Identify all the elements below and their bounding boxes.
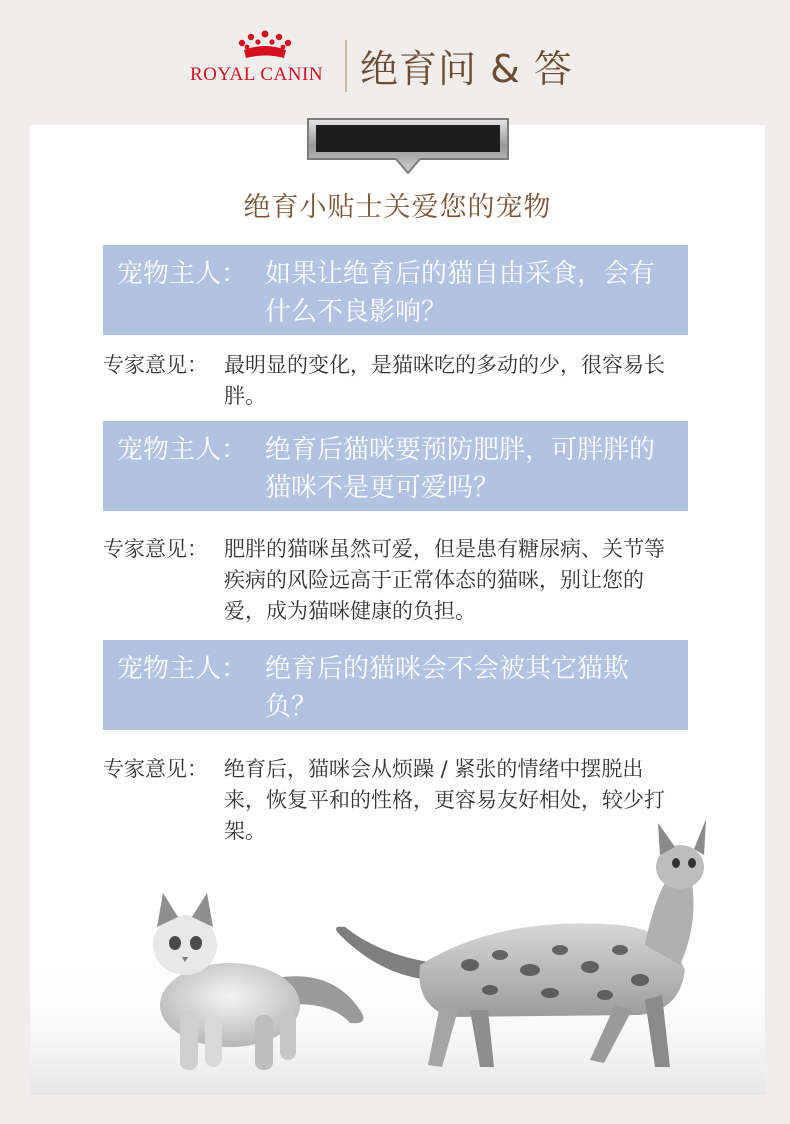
question-label: 宠物主人： (117, 259, 248, 289)
answer-block (103, 350, 703, 412)
question-box (103, 245, 688, 335)
header-divider (345, 40, 347, 92)
question-text: 如果让绝育后的猫自由采食，会有什么不良影响？ (265, 259, 656, 327)
question-text: 绝育后的猫咪会不会被其它猫欺负？ (265, 654, 630, 722)
page-title: 绝育问 & 答 (360, 47, 573, 91)
question-label: 宠物主人： (117, 435, 248, 465)
crown-logo-icon (236, 30, 294, 62)
answer-label: 专家意见： (103, 537, 208, 561)
question-box (103, 640, 688, 730)
answer-text: 最明显的变化，是猫咪吃的多动的少，很容易长胖。 (224, 353, 665, 408)
answer-text: 肥胖的猫咪虽然可爱，但是患有糖尿病、关节等疾病的风险远高于正常体态的猫咪，别让您的爱，成为猫咪健康的负担。 (224, 537, 665, 623)
content-card (30, 125, 765, 1095)
question-box (103, 421, 688, 511)
tag-label-icon (302, 115, 514, 187)
answer-label: 专家意见： (103, 757, 208, 781)
answer-text: 绝育后，猫咪会从烦躁 / 紧张的情绪中摆脱出来，恢复平和的性格，更容易友好相处，较少打架。 (224, 757, 665, 843)
royal-canin-logo (190, 30, 340, 92)
answer-block (103, 534, 703, 627)
question-label: 宠物主人： (117, 654, 248, 684)
question-text: 绝育后猫咪要预防肥胖，可胖胖的猫咪不是更可爱吗？ (265, 435, 656, 503)
brand-name: ROYAL CANIN (190, 64, 324, 85)
answer-label: 专家意见： (103, 353, 208, 377)
header (0, 0, 790, 125)
section-subtitle: 绝育小贴士关爱您的宠物 (243, 192, 552, 223)
cats-illustration (30, 805, 765, 1095)
